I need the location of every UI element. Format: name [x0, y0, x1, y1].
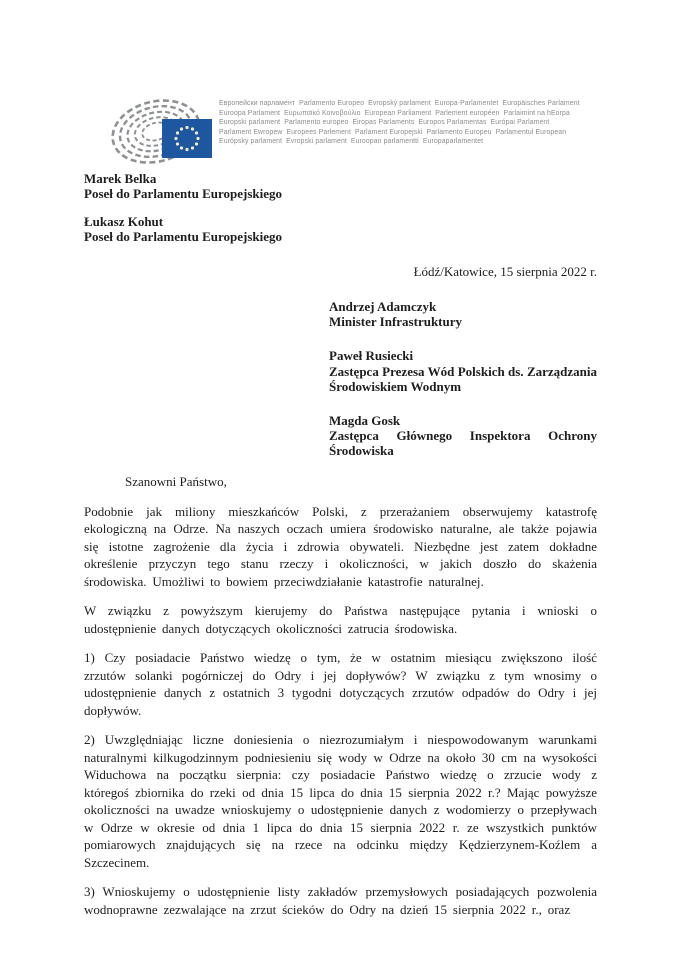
- recipient-name: Andrzej Adamczyk: [329, 299, 437, 314]
- wordmark-line: Европейски парламент Parlamento Europeo Evropský parlament Europa-Parlamentet Europäisches Parlament: [219, 100, 580, 107]
- sender-title: Poseł do Parlamentu Europejskiego: [84, 229, 283, 244]
- wordmark-line: Parlament Ewropew Europees Parlement Parlament Europejski Parlamento Europeu Parlamentul European: [219, 128, 567, 136]
- salutation: Szanowni Państwo,: [125, 474, 227, 489]
- body-paragraph: 3) Wnioskujemy o udostępnienie listy zakładów przemysłowych posiadających pozwolenia wodnoprawne zezwalające na zrzut ścieków do Odry na dzień 15 sierpnia 2022 r., oraz: [84, 884, 597, 917]
- sender-name: Marek Belka: [84, 171, 157, 186]
- wordmark-line: Europski parlament Parlamento europeo Eiropas Parlaments Europos Parlamentas Európai Parlament: [219, 119, 550, 127]
- wordmark-line: Euroopa Parlament Ευρωπαϊκό Κοινοβούλιο European Parliament Parlement européen Parlaimint na hEorpa: [219, 109, 570, 117]
- recipient-name: Paweł Rusiecki: [329, 348, 414, 364]
- sender-name: Łukasz Kohut: [84, 214, 164, 229]
- eu-flag-icon: [162, 119, 212, 158]
- sender-entry: [84, 214, 282, 244]
- recipient-entry: [329, 413, 597, 459]
- sender-block: [84, 171, 282, 257]
- letter-body: [84, 473, 597, 930]
- body-paragraph: 2) Uwzględniając liczne doniesienia o niezrozumiałym i niespowodowanym warunkami naturalnymi kilkugodzinnym podniesieniu się wody w Odrze na około 30 cm na wysokości Widuchowa na początku sierpnia: czy posiadacie Państwo wiedzę o zrzucie wody z któregoś zbiornika do rzeki od dnia 15 lipca do dnia 15 sierpnia 2022 r.? Mając powyższe okoliczności na uwadze wnioskujemy o udostępnienie danych z wodomierzy o przepływach w Odrze w okresie od dnia 1 lipca do dnia 15 sierpnia 2022 r. ze wszystkich punktów pomiarowych znajdujących się na rzece na odcinku między Kędzierzynem-Koźlem a Szczecinem.: [84, 732, 597, 870]
- sender-entry: [84, 171, 282, 201]
- recipient-entry: [329, 299, 597, 329]
- european-parliament-logo: [110, 96, 212, 164]
- ep-wordmark: [219, 99, 609, 147]
- wordmark-line: Európsky parlament Evropski parlament Euroopan parlamentti Europaparlamentet: [219, 138, 484, 146]
- dateline: Łódź/Katowice, 15 sierpnia 2022 r.: [413, 264, 597, 279]
- recipient-role: Zastępca Głównego Inspektora Ochrony Środowiska: [329, 428, 597, 459]
- body-paragraph: Podobnie jak miliony mieszkańców Polski, z przerażaniem obserwujemy katastrofę ekologiczną na Odrze. Na naszych oczach umiera środowisko naturalne, ale także pojawia się istotne zagrożenie dla życia i zdrowia obywateli. Niezbędne jest zatem dokładne określenie przyczyn tego stanu rzeczy i okoliczności, w jakich doszło do skażenia środowiska. Umożliwi to bowiem przeciwdziałanie katastrofie naturalnej.: [84, 503, 597, 589]
- body-paragraph: 1) Czy posiadacie Państwo wiedzę o tym, że w ostatnim miesiącu zwiększono ilość zrzutów solanki pogórniczej do Odry i jej dopływów? W związku z tym wnosimy o udostępnienie danych z ostatnich 3 tygodni dotyczących zrzutów odpadów do Odry i jej dopływów.: [84, 650, 597, 718]
- recipient-role: Zastępca Prezesa Wód Polskich ds. Zarządzania Środowiskiem Wodnym: [329, 363, 597, 394]
- recipient-role: Minister Infrastruktury: [329, 314, 463, 330]
- recipient-block: [329, 299, 597, 478]
- recipient-name: Magda Gosk: [329, 413, 401, 429]
- sender-title: Poseł do Parlamentu Europejskiego: [84, 186, 283, 201]
- hemicycle-icon: [110, 96, 212, 164]
- recipient-entry: [329, 348, 597, 394]
- body-paragraph: W związku z powyższym kierujemy do Państwa następujące pytania i wnioski o udostępnienie danych dotyczących okoliczności zatrucia środowiska.: [84, 603, 597, 636]
